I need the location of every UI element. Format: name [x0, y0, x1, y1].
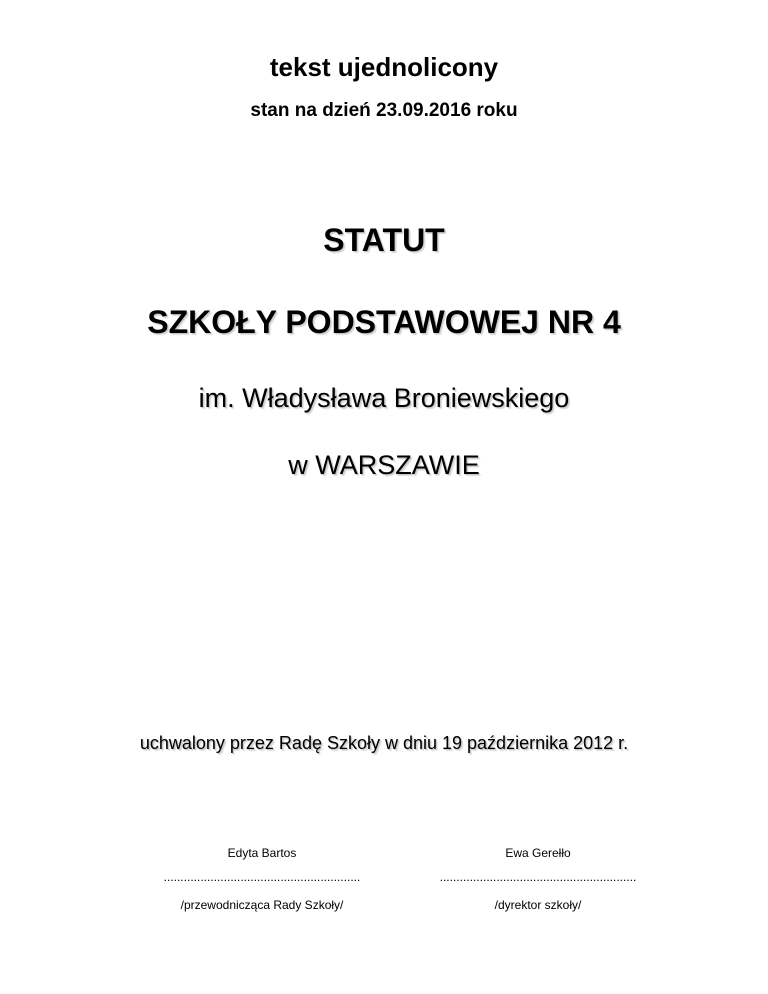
- consolidated-text-label: tekst ujednolicony: [269, 52, 499, 82]
- adoption-statement: uchwalony przez Radę Szkoły w dniu 19 października 2012 r.: [139, 733, 629, 753]
- signatory-name: Ewa Gerełło: [505, 846, 571, 860]
- signature-line: ...........................................................: [163, 870, 361, 884]
- signature-line: ...........................................................: [439, 870, 637, 884]
- school-patron: im. Władysława Broniewskiego: [198, 383, 570, 413]
- signatory-role: /przewodnicząca Rady Szkoły/: [180, 898, 344, 912]
- school-city: w WARSZAWIE: [288, 450, 480, 480]
- status-date-label: stan na dzień 23.09.2016 roku: [250, 100, 518, 121]
- school-name: SZKOŁY PODSTAWOWEJ NR 4: [147, 304, 621, 340]
- signatory-role: /dyrektor szkoły/: [494, 898, 582, 912]
- signatory-name: Edyta Bartos: [227, 846, 297, 860]
- statute-title: STATUT: [323, 222, 445, 258]
